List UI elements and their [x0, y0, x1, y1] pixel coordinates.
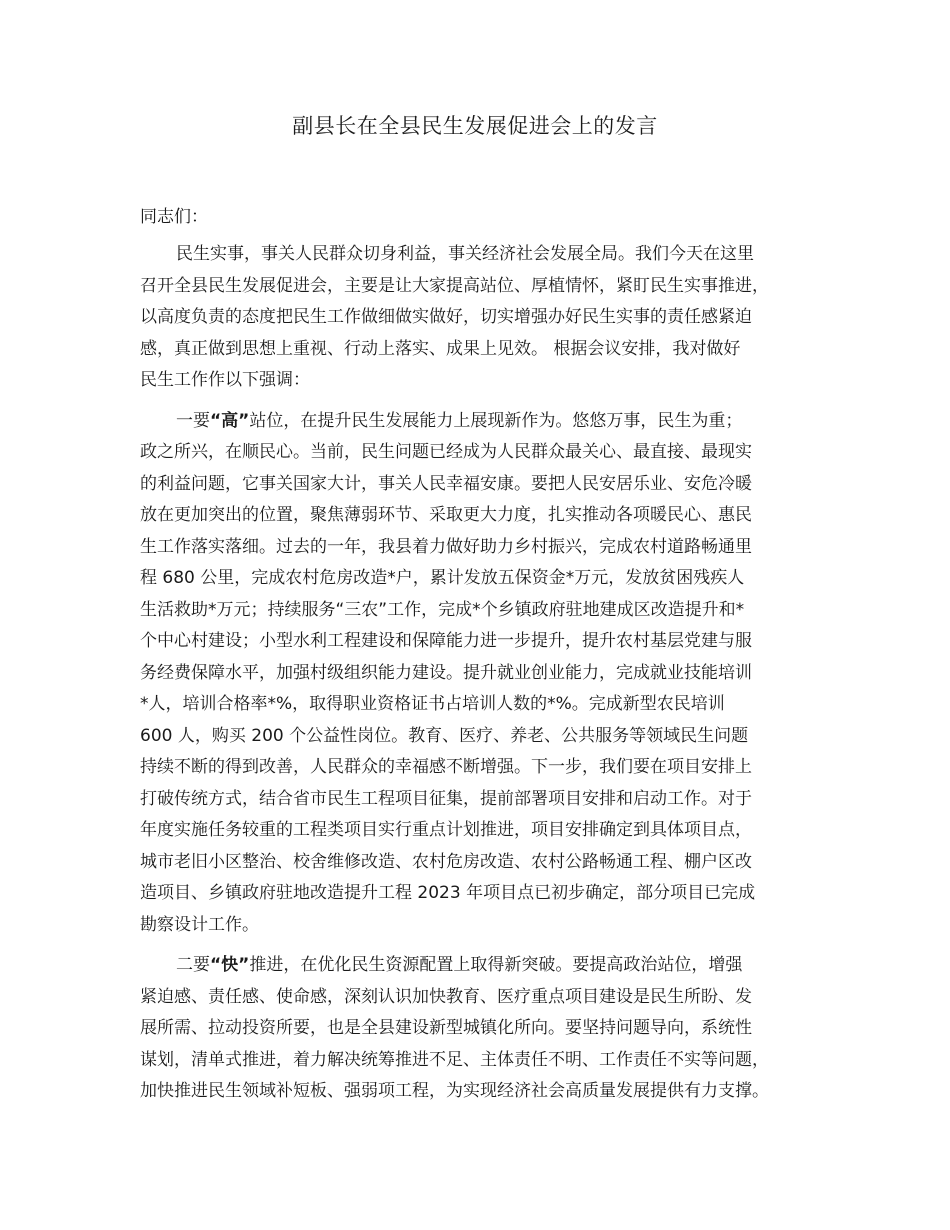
- greeting: 同志们：: [140, 207, 208, 227]
- paragraph-line: 生活救助*万元；持续服务“三农”工作，完成*个乡镇政府驻地建成区改造提升和*: [140, 599, 745, 620]
- paragraph-line: 加快推进民生领域补短板、强弱项工程，为实现经济社会高质量发展提供有力支撑。: [140, 1081, 769, 1101]
- paragraph-line: 600 人，购买 200 个公益性岗位。教育、医疗、养老、公共服务等领域民生问题: [140, 725, 749, 746]
- paragraph-first-line: [140, 950, 830, 982]
- point-keyword: “快”: [210, 955, 250, 975]
- paragraph-line: 站位，在提升民生发展能力上展现新作为。悠悠万事，民生为重；: [249, 410, 743, 431]
- paragraph-line: 推进，在优化民生资源配置上取得新突破。要提高政治站位，增强: [249, 955, 743, 975]
- paragraph-line: 以高度负责的态度把民生工作做细做实做好，切实增强办好民生实事的责任感紧迫: [140, 307, 752, 327]
- point-keyword: “高”: [210, 410, 250, 431]
- paragraph-line: 生工作落实落细。过去的一年，我县着力做好助力乡村振兴，完成农村道路畅通里: [140, 536, 752, 557]
- paragraph-line: 民生实事，事关人民群众切身利益，事关经济社会发展全局。我们今天在这里: [176, 244, 754, 264]
- document-body: [140, 200, 830, 1117]
- paragraph-line: 打破传统方式，结合省市民生工程项目征集，提前部署项目安排和启动工作。对于: [140, 788, 752, 809]
- paragraph-line: 造项目、乡镇政府驻地改造提升工程 2023 年项目点已初步确定，部分项目已完成: [140, 883, 756, 903]
- paragraph-line: 的利益问题，它事关国家大计，事关人民幸福安康。要把人民安居乐业、安危冷暖: [140, 473, 752, 494]
- paragraph-line: 放在更加突出的位置，聚焦薄弱环节、采取更大力度，扎实推动各项暖民心、惠民: [140, 505, 752, 525]
- paragraph-line: 个中心村建设；小型水利工程建设和保障能力进一步提升，提升农村基层党建与服: [140, 631, 752, 651]
- paragraph-intro: [140, 239, 830, 397]
- paragraph-line: 感，真正做到思想上重视、行动上落实、成果上见效。 根据会议安排，我对做好: [140, 338, 741, 359]
- paragraph-line: 谋划，清单式推进，着力解决统筹推进不足、主体责任不明、工作责任不实等问题，: [140, 1049, 769, 1070]
- paragraph-line: 勘察设计工作。: [140, 914, 259, 935]
- paragraph-line: 城市老旧小区整治、校舍维修改造、农村危房改造、农村公路畅通工程、棚户区改: [140, 851, 752, 872]
- paragraph-line: 召开全县民生发展促进会，主要是让大家提高站位、厚植情怀，紧盯民生实事推进，: [140, 275, 769, 296]
- paragraph-point-one: [140, 406, 830, 942]
- paragraph-line: 政之所兴，在顺民心。当前，民生问题已经成为人民群众最关心、最直接、最现实: [140, 442, 752, 462]
- paragraph-line: 展所需、拉动投资所要，也是全县建设新型城镇化所向。要坚持问题导向，系统性: [140, 1018, 752, 1038]
- paragraph-point-two: [140, 950, 830, 1108]
- paragraph-line: 民生工作作以下强调：: [140, 370, 310, 390]
- point-lead: 二要: [176, 955, 210, 975]
- paragraph-line: 紧迫感、责任感、使命感，深刻认识加快教育、医疗重点项目建设是民生所盼、发: [140, 986, 752, 1007]
- paragraph-first-line: [140, 406, 830, 438]
- paragraph-line: 务经费保障水平，加强村级组织能力建设。提升就业创业能力，完成就业技能培训: [140, 662, 752, 683]
- document-title: 副县长在全县民生发展促进会上的发言: [292, 114, 658, 138]
- point-lead: 一要: [176, 410, 210, 431]
- paragraph-line: 年度实施任务较重的工程类项目实行重点计划推进，项目安排确定到具体项目点，: [140, 820, 752, 840]
- paragraph-line: *人，培训合格率*%，取得职业资格证书占培训人数的*%。完成新型农民培训: [140, 694, 725, 714]
- paragraph-line: 程 680 公里，完成农村危房改造*户，累计发放五保资金*万元，发放贫困残疾人: [140, 568, 745, 588]
- paragraph-line: 持续不断的得到改善，人民群众的幸福感不断增强。下一步，我们要在项目安排上: [140, 757, 752, 777]
